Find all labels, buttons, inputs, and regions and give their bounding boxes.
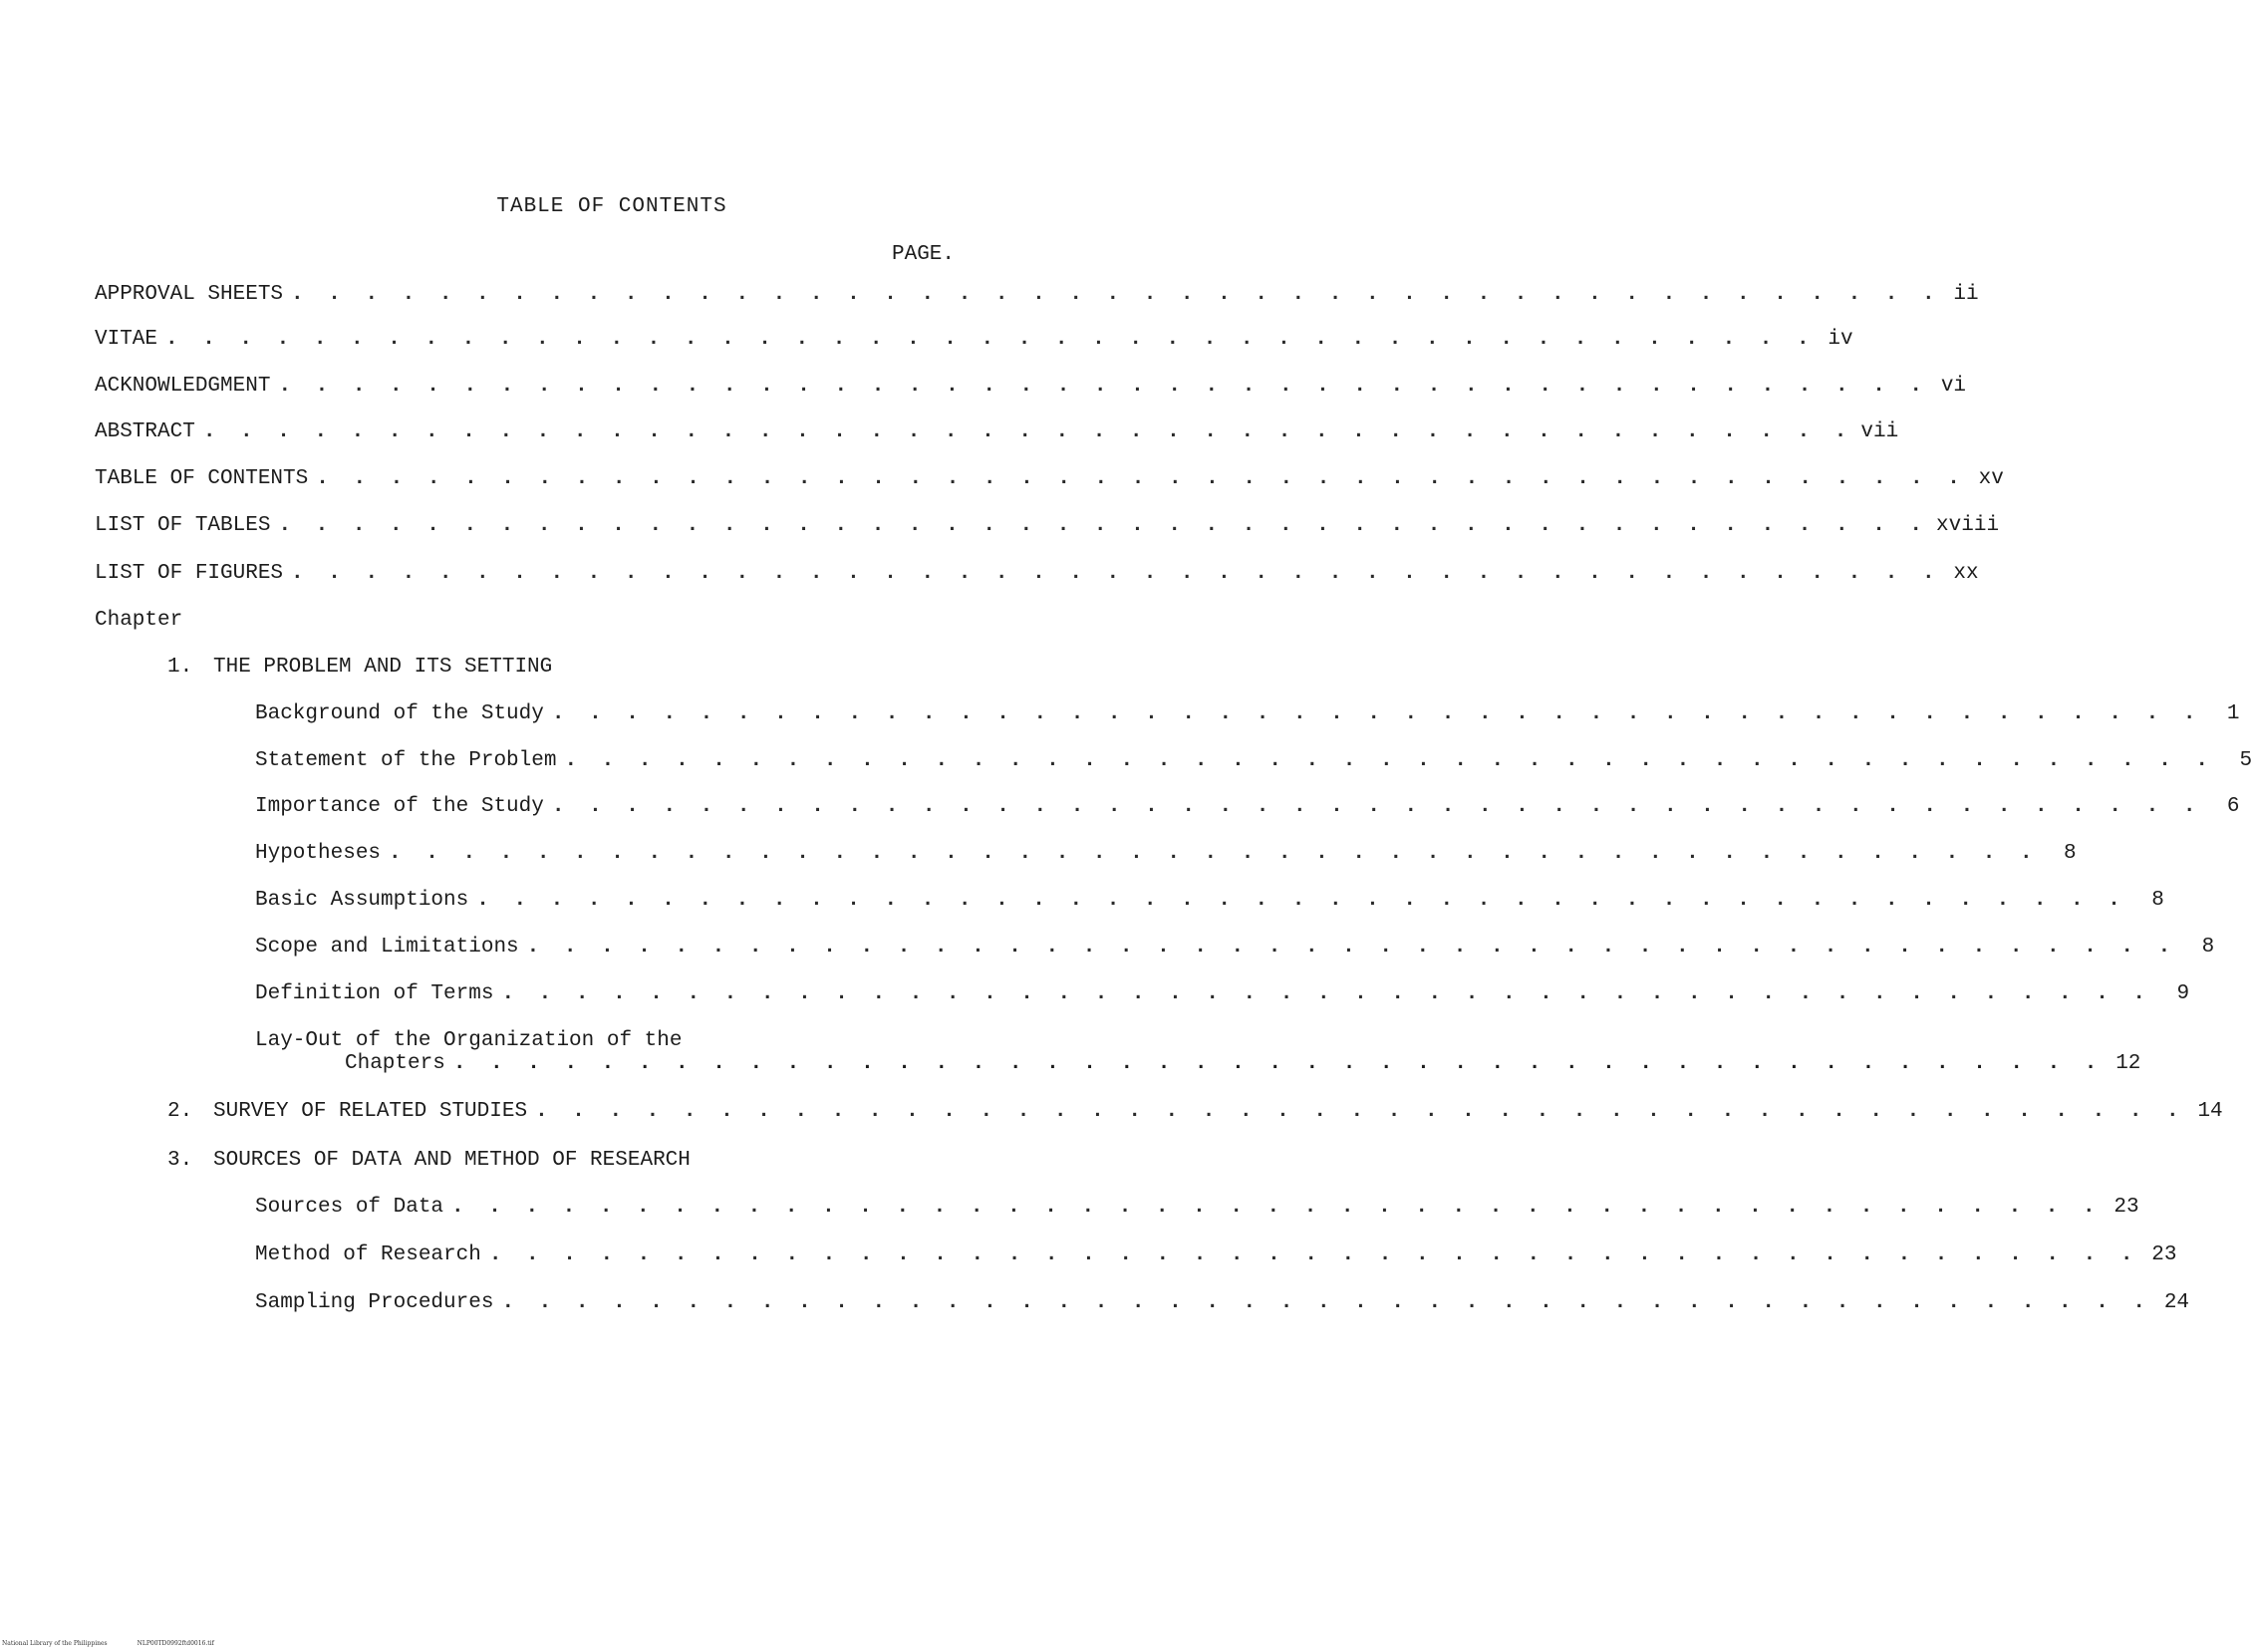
dot-leader: . . . . . . . . . . . . . . . . . . . . . . . . . . . . . . . . . . . . . . . . . . . . . (526, 936, 2177, 959)
toc-entry-page: ii (1953, 283, 1979, 306)
dot-leader: . . . . . . . . . . . . . . . . . . . . . . . . . . . . . . . . . . . . . . . . . . . . . (291, 283, 1941, 306)
dot-leader: . . . . . . . . . . . . . . . . . . . . . . . . . . . . . . . . . . . . . . . . . . . . . (564, 749, 2215, 772)
toc-entry-page: 8 (2151, 889, 2164, 912)
dot-leader: . . . . . . . . . . . . . . . . . . . . . . . . . . . . . . . . . . . . . . . . . . . . . (452, 1052, 2104, 1075)
toc-entry-page: 14 (2197, 1100, 2223, 1123)
dot-leader: . . . . . . . . . . . . . . . . . . . . . . . . . . . . . . . . . . . . . . . . . . . . . (476, 889, 2126, 912)
toc-entry-page: vii (1860, 420, 1899, 443)
chapter-heading (167, 1100, 2223, 1123)
toc-entry-label: Sources of Data (255, 1196, 444, 1219)
dot-leader: . . . . . . . . . . . . . . . . . . . . . . . . . . . . . . . . . . . . . . . . . . . . . (389, 842, 2039, 865)
toc-entry-page: 24 (2163, 1291, 2190, 1314)
scan-footer (2, 1640, 214, 1647)
toc-entry-label: Hypotheses (255, 842, 382, 865)
toc-entry-page: 12 (2115, 1052, 2141, 1075)
toc-entry-label: LIST OF FIGURES (95, 562, 284, 585)
toc-entry (255, 936, 2215, 959)
dot-leader: . . . . . . . . . . . . . . . . . . . . . . . . . . . . . . . . . . . . . . . . . . . . . (551, 702, 2202, 725)
toc-entry (255, 982, 2190, 1005)
toc-entry-label: ABSTRACT (95, 420, 195, 443)
dot-leader: . . . . . . . . . . . . . . . . . . . . . . . . . . . . . . . . . . . . . . . . . . . . . (278, 375, 1929, 398)
toc-entry-page: 5 (2239, 749, 2252, 772)
chapter-number: 3. (167, 1149, 193, 1172)
toc-entry-continuation (255, 1052, 2141, 1075)
toc-entry-label: Statement of the Problem (255, 749, 557, 772)
toc-entry-page: 23 (2151, 1243, 2177, 1266)
toc-entry (95, 467, 2004, 490)
toc-entry (95, 283, 1979, 306)
toc-entry (255, 889, 2164, 912)
chapter-title: SURVEY OF RELATED STUDIES (213, 1100, 528, 1123)
dot-leader: . . . . . . . . . . . . . . . . . . . . . . . . . . . . . . . . . . . . . . . . . . . . . (278, 514, 1929, 537)
toc-entry-label: Lay-Out of the Organization of the (255, 1029, 683, 1052)
page-title: TABLE OF CONTENTS (496, 195, 727, 218)
toc-entry-page: 8 (2201, 936, 2215, 959)
dot-leader: . . . . . . . . . . . . . . . . . . . . . . . . . . . . . . . . . . . . . . . . . . . . . (551, 795, 2202, 818)
toc-entry (255, 749, 2252, 772)
chapter-heading (167, 656, 552, 679)
toc-entry-page: xx (1953, 562, 1979, 585)
chapter-title: SOURCES OF DATA AND METHOD OF RESEARCH (213, 1149, 691, 1172)
toc-entry-label: Method of Research (255, 1243, 481, 1266)
toc-entry-page: 1 (2226, 702, 2240, 725)
dot-leader: . . . . . . . . . . . . . . . . . . . . . . . . . . . . . . . . . . . . . . . . . . . . . (535, 1100, 2185, 1123)
toc-entry-page: iv (1828, 328, 1853, 351)
toc-entry-page: 6 (2226, 795, 2240, 818)
toc-entry-label: Scope and Limitations (255, 936, 519, 959)
toc-entry-label-continued: Chapters (345, 1052, 445, 1075)
toc-entry-label: VITAE (95, 328, 158, 351)
toc-entry (255, 1291, 2190, 1314)
page-column-header: PAGE. (892, 243, 956, 266)
dot-leader: . . . . . . . . . . . . . . . . . . . . . . . . . . . . . . . . . . . . . . . . . . . . . (501, 1291, 2152, 1314)
dot-leader: . . . . . . . . . . . . . . . . . . . . . . . . . . . . . . . . . . . . . . . . . . . . . (316, 467, 1966, 490)
toc-entry-label: Basic Assumptions (255, 889, 469, 912)
toc-entry (255, 702, 2240, 725)
chapter-heading (167, 1149, 691, 1172)
toc-entry-page: 8 (2064, 842, 2077, 865)
toc-entry (95, 514, 2000, 537)
toc-entry-label: Sampling Procedures (255, 1291, 494, 1314)
toc-entry-label: LIST OF TABLES (95, 514, 271, 537)
toc-entry-label: APPROVAL SHEETS (95, 283, 284, 306)
chapter-number: 2. (167, 1100, 193, 1123)
toc-entry (255, 1196, 2139, 1219)
chapter-label: Chapter (95, 609, 183, 632)
toc-entry-label: Definition of Terms (255, 982, 494, 1005)
toc-entry (95, 328, 1853, 351)
toc-entry-page: 23 (2113, 1196, 2139, 1219)
toc-entry (255, 1243, 2177, 1266)
toc-entry (95, 375, 1967, 398)
toc-entry-page: 9 (2176, 982, 2190, 1005)
toc-entry (95, 420, 1899, 443)
toc-entry-label: Importance of the Study (255, 795, 544, 818)
toc-entry-page: xviii (1936, 514, 2000, 537)
footer-filename: NLP00TD0992ftd0016.tif (137, 1640, 214, 1647)
dot-leader: . . . . . . . . . . . . . . . . . . . . . . . . . . . . . . . . . . . . . . . . . . . . . (488, 1243, 2139, 1266)
footer-library: National Library of the Philippines (2, 1640, 108, 1647)
toc-entry-page: vi (1940, 375, 1967, 398)
toc-entry (95, 562, 1979, 585)
dot-leader: . . . . . . . . . . . . . . . . . . . . . . . . . . . . . . . . . . . . . . . . . . . . . (291, 562, 1941, 585)
dot-leader: . . . . . . . . . . . . . . . . . . . . . . . . . . . . . . . . . . . . . . . . . . . . . (202, 420, 1853, 443)
toc-entry-label: TABLE OF CONTENTS (95, 467, 309, 490)
chapter-number: 1. (167, 656, 193, 679)
toc-entry (255, 795, 2240, 818)
toc-entry (255, 842, 2077, 865)
toc-entry-page: xv (1978, 467, 2004, 490)
toc-entry-wrapped (255, 1029, 2141, 1075)
dot-leader: . . . . . . . . . . . . . . . . . . . . . . . . . . . . . . . . . . . . . . . . . . . . . (165, 328, 1816, 351)
toc-entry-label: ACKNOWLEDGMENT (95, 375, 271, 398)
dot-leader: . . . . . . . . . . . . . . . . . . . . . . . . . . . . . . . . . . . . . . . . . . . . . (451, 1196, 2102, 1219)
dot-leader: . . . . . . . . . . . . . . . . . . . . . . . . . . . . . . . . . . . . . . . . . . . . . (501, 982, 2152, 1005)
toc-entry-label: Background of the Study (255, 702, 544, 725)
chapter-title: THE PROBLEM AND ITS SETTING (213, 656, 553, 679)
